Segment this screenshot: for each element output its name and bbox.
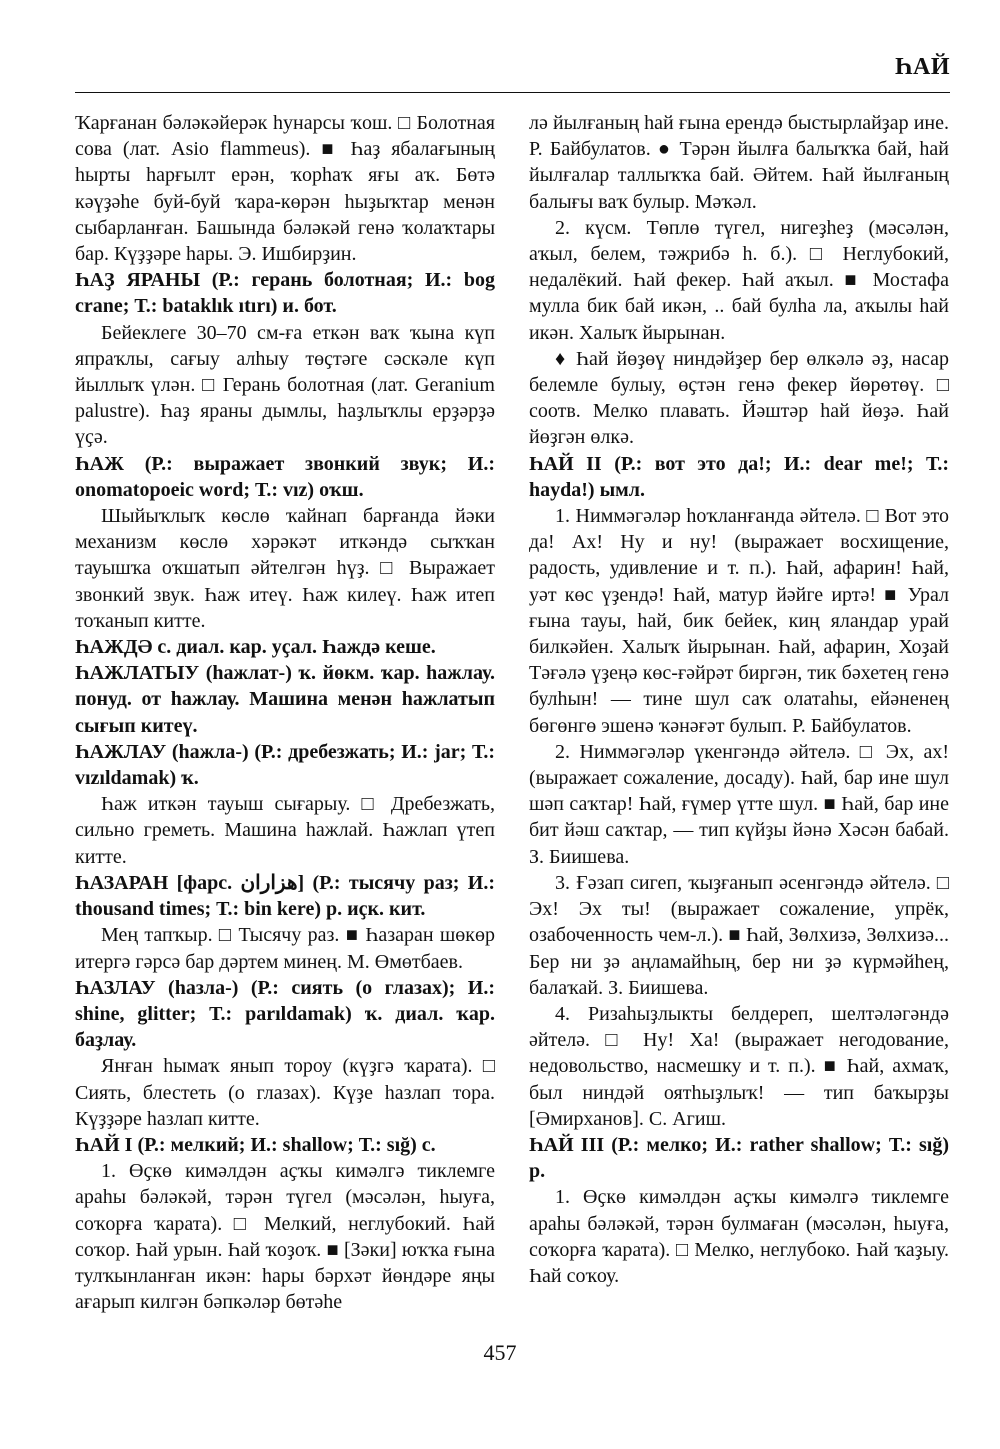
left-paragraph: ҺАЖ (Р.: выражает звонкий звук; И.: onomatopoeic word; Т.: vız) оҡш. bbox=[75, 452, 495, 501]
left-paragraph: ҺАЗЛАУ (һазла-) (Р.: сиять (о глазах); И.: shine, glitter; Т.: parıldamak) ҡ. диал. ҡар. баҙлау. bbox=[75, 976, 495, 1052]
left-paragraph: ҺАЖЛАТЫУ (һажлат-) ҡ. йөкм. ҡар. һажлау. понуд. от һажлау. Машина менән һажлатып сығып китеү. bbox=[75, 662, 495, 737]
right-paragraph: лә йылғаның һай ғына ерендә быстырлайҙар ине. Р. Байбулатов. ● Тәрән йылға балыҡҡа бай, һай йылғалар таллыҡҡа бай. Әйтем. Һай йылғаның балығы ваҡ булыр. Мәҡәл. bbox=[529, 112, 949, 213]
right-paragraph: 4. Ризаһыҙлыкты белдереп, шелтәләгәндә әйтелә. □ Ну! Ха! (выражает негодование, недовольство, насмешку и т. п.). ■ Һай, ахмаҡ, был ниндәй оятһыҙлыҡ! — тип баҡырҙы [Әмирханов]. С. Агиш. bbox=[529, 1002, 949, 1130]
left-paragraph: Ҡарғанан бәләкәйерәк һунарсы ҡош. □ Болотная сова (лат. Asio flammeus). ■ Һаҙ ябалағының һырты һарғылт ерән, ҡорһаҡ яғы аҡ. Бөтә кәүҙәһе буй-буй ҡара-көрән һыҙыҡтар менән сыбарланған. Башында бәләкәй генә ҡолаҡтары бар. Күҙҙәре һары. Э. Ишбирҙин. bbox=[75, 112, 495, 266]
right-paragraph: ♦ Һай йөҙөү ниндәйҙер бер өлкәлә әҙ, насар белемле булыу, өҫтән генә фекер йөрөтөү. □ соотв. Мелко плавать. Йәштәр һай йөҙә. Һай йөҙгән өлкә. bbox=[529, 347, 949, 449]
left-paragraph: ҺАЖЛАУ (һажла-) (Р.: дребезжать; И.: jar; Т.: vızıldamak) ҡ. bbox=[75, 740, 495, 790]
running-head-word: ҺАЙ bbox=[894, 54, 950, 80]
left-paragraph: ҺАҘ ЯРАНЫ (Р.: герань болотная; И.: bog crane; Т.: bataklık ıtırı) и. бот. bbox=[75, 269, 495, 318]
right-column bbox=[529, 110, 949, 1289]
left-paragraph: Шыйыҡлыҡ көслө ҡайнап барғанда йәки механизм көслө хәрәкәт иткәндә сыҡҡан тауышҡа оҡшатып әйтелгән һүҙ. □ Выражает звонкий звук. Һаж итеү. Һаж килеү. Һаж итеп тоҡанып китте. bbox=[75, 505, 495, 632]
left-paragraph: ҺАЙ I (Р.: мелкий; И.: shallow; Т.: sığ) с. bbox=[75, 1133, 436, 1156]
left-paragraph: ҺАЗАРАН [фарс. هزاران] (Р.: тысячу раз; И.: thousand times; Т.: bin kere) р. иҫк. кит. bbox=[75, 871, 495, 921]
left-paragraph: ҺАЖДӘ с. диал. кар. уҫал. Һаждә кеше. bbox=[75, 636, 436, 659]
right-paragraph: 2. Ниммәгәләр үкенгәндә әйтелә. □ Эх, ах! (выражает сожаление, досаду). Һай, бар ине шул шәп саҡтар! Һай, ғүмер үтте шул. ■ Һай, бар ине бит йәш саҡтар, — тип күйҙы йәнә Хәсән бабай. З. Биишева. bbox=[529, 740, 949, 868]
left-paragraph: Янған һымаҡ янып тороу (күҙгә ҡарата). □ Сиять, блестеть (о глазах). Күҙе һазлап тора. Күҙҙәре һазлап китте. bbox=[75, 1055, 495, 1130]
right-paragraph: 2. күсм. Төплө түгел, нигеҙһеҙ (мәсәлән, аҡыл, белем, тәжрибә һ. б.). □ Неглубокий, недалёкий. Һай фекер. Һай аҡыл. ■ Мостафа мулла бик бай икән, .. бай булһа ла, аҡылы һай икән. Халыҡ йырынан. bbox=[529, 216, 949, 344]
right-paragraph: ҺАЙ III (Р.: мелко; И.: rather shallow; Т.: sığ) р. bbox=[529, 1133, 949, 1183]
left-paragraph: 1. Өҫкө кимәлдән аҫҡы кимәлгә тиклемге араһы бәләкәй, тәрән түгел (мәсәлән, һыуға, соҡорға ҡарата). □ Мелкий, неглубокий. Һай соҡор. Һай урын. Һай ҡоҙоҡ. ■ [Зәки] юҡҡа ғына тулҡынланған икән: һары бәрхәт йөндәре яңы ағарып килгән бәпкәләр бөтәһе bbox=[75, 1160, 495, 1314]
running-header bbox=[75, 40, 950, 93]
left-paragraph: Мең тапҡыр. □ Тысячу раз. ■ Һазаран шөкөр итергә гәрсә бар дәртем минең. М. Өмөтбаев. bbox=[75, 924, 495, 973]
right-paragraph: 3. Ғәзап сигеп, ҡыҙғанып әсенгәндә әйтелә. □ Эх! Эх ты! (выражает сожаление, упрёк, озабоченность чем-л.). ■ Һай, Зөлхизә, Зөлхизә... Бер ни ҙә аңламайһың, бер ни ҙә күрмәйһең, балаҡай. З. Биишева. bbox=[529, 871, 949, 999]
right-paragraph: ҺАЙ II (Р.: вот это да!; И.: dear me!; Т.: hayda!) ымл. bbox=[529, 452, 949, 501]
page-number: 457 bbox=[483, 1340, 517, 1365]
left-column bbox=[75, 110, 495, 1315]
left-paragraph: Һаж иткән тауыш сығарыу. □ Дребезжать, сильно греметь. Машина һажлай. Һажлап үтеп китте. bbox=[75, 793, 495, 868]
right-paragraph: 1. Өҫкө кимәлдән аҫҡы кимәлгә тиклемге араһы бәләкәй, тәрән булмаған (мәсәлән, һыуға, соҡорға ҡарата). □ Мелко, неглубоко. Һай ҡаҙыу. Һай соҡоу. bbox=[529, 1186, 949, 1287]
left-paragraph: Бейеклеге 30–70 см-ға еткән ваҡ ҡына күп япраҡлы, сағыу алһыу төҫтәге сәскәле күп йыллыҡ үлән. □ Герань болотная (лат. Geranium palustre). Һаҙ яраны дымлы, һаҙлыҡлы ерҙәрҙә үҫә. bbox=[75, 321, 495, 449]
right-paragraph: 1. Ниммәгәләр һоҡланғанда әйтелә. □ Вот это да! Ах! Ну и ну! (выражает восхищение, радость, удивление и т. п.). Һай, афарин! Һай, уәт көс үҙендә! Һай, матур йәйге иртә! ■ Урал ғына тауы, һай, бик бейек, киң яландар урай билкәйен. Халыҡ йырынан. Һай, афарин, Хоҙай Тәғәлә үҙеңә көс-ғәйрәт биргән, тик бәхетең генә булһын! — тине шул саҡ олатаһы, ейәненең бөгөнгө эшенә ҡәнәғәт булып. Р. Байбулатов. bbox=[529, 505, 949, 737]
